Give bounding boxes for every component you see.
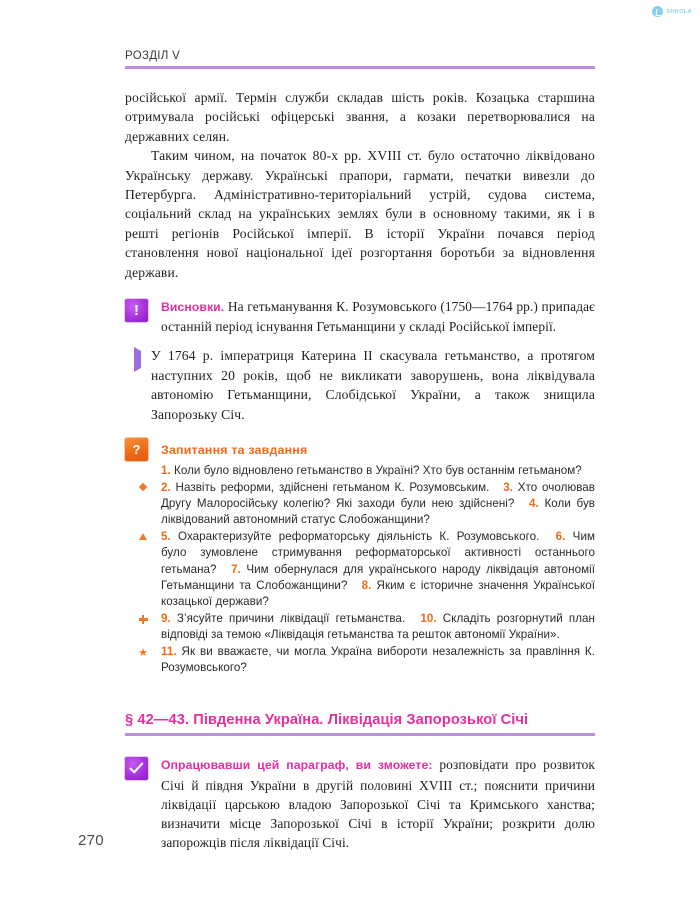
triangle-icon xyxy=(139,533,147,540)
arrow-paragraph-text: У 1764 р. імператриця Катерина II скасувала гетьманство, а протягом наступних 20 років, щоб не викликати заворушень, вона ліквідувала автономію Гетьманщини, Слобідської України, а також знищила Запорозьку Січ. xyxy=(151,348,595,422)
questions-header xyxy=(125,438,595,461)
conclusions-text xyxy=(161,297,595,336)
question-item-text: Чим обернулася для українського народу ліквідація автономії Гетьманщини та Слобожанщини? xyxy=(161,562,596,592)
objectives-icon-column xyxy=(125,755,161,780)
conclusions-callout xyxy=(125,297,595,336)
arrow-bullet-column xyxy=(125,346,151,369)
question-number: 8. xyxy=(361,578,372,592)
page-number: 270 xyxy=(78,832,104,849)
star-icon: ★ xyxy=(138,645,148,659)
objectives-lead: Опрацювавши цей параграф, ви зможете: xyxy=(161,758,433,773)
question-group-text xyxy=(161,480,595,529)
question-item-text: Яким є історичне значення Української козацької держави? xyxy=(161,578,595,609)
question-group xyxy=(125,644,595,677)
question-item-text: Як ви вважаєте, чи могла Україна вибороти незалежність за правління К. Розумовського? xyxy=(161,644,595,674)
question-item-text: Хто очолював Другу Малоросійську колегію? Які заходи були нею здійснені? xyxy=(161,480,595,510)
question-group xyxy=(125,611,595,644)
questions-groups xyxy=(125,463,595,676)
checkmark-icon xyxy=(125,757,148,780)
objectives-callout xyxy=(125,755,595,852)
question-number: 6. xyxy=(555,529,566,543)
questions-block xyxy=(125,438,595,676)
question-marker-column xyxy=(125,644,161,657)
diamond-icon xyxy=(139,482,147,490)
conclusions-icon-column xyxy=(125,297,161,322)
question-item-text: Коли було відновлено гетьманство в Україні? Хто був останнім гетьманом? xyxy=(170,464,582,478)
question-mark-icon: ? xyxy=(125,438,148,461)
question-item-text: Охарактеризуйте реформаторську діяльність К. Розумовського. xyxy=(170,529,547,543)
chapter-label: РОЗДІЛ V xyxy=(125,50,181,62)
triangle-right-icon xyxy=(134,347,141,372)
question-marker-column xyxy=(125,611,161,624)
question-group xyxy=(125,463,595,479)
section-heading xyxy=(125,712,595,736)
question-group-text xyxy=(161,529,595,611)
question-group-text xyxy=(161,463,595,479)
section-heading-rule xyxy=(125,733,595,736)
arrow-paragraph xyxy=(125,346,595,424)
question-marker-column xyxy=(125,480,161,490)
arrow-paragraph-first-line xyxy=(151,346,595,424)
question-number: 11. xyxy=(161,644,177,658)
questions-title: Запитання та завдання xyxy=(161,442,308,457)
question-item-text: Складіть розгорнутий план відповіді за темою «Ліквідація гетьманства та решток автономії України». xyxy=(161,611,596,642)
objectives-text xyxy=(161,755,595,852)
body-paragraph-2: Таким чином, на початок 80-х рр. XVIII ст. було остаточно ліквідовано Українську державу. Українські прапори, гармати, печатки вивезли до Петербурга. Адміністративно-територіальний устрій, судова система, соціальний склад на українських землях були в основному такими, як і в решті регіонів Російської імперії. В історії України почався період становлення нової національної ідеї розгортання боротьби за відновлення держави. xyxy=(125,148,595,280)
question-item-text: Коли був ліквідований автономний статус Слобожанщини? xyxy=(161,496,596,527)
check-circle-icon xyxy=(652,6,663,17)
body-paragraph-1: російської армії. Термін служби складав шість років. Козацька старшина отримувала російські офіцерські звання, а козаки перетворювалися на державних селян. xyxy=(125,90,595,144)
question-number: 7. xyxy=(231,562,241,576)
question-marker-column xyxy=(125,529,161,540)
watermark-label: SHKOLA xyxy=(666,8,692,15)
conclusions-body: На гетьманування К. Розумовського (1750—1764 рр.) припадає останній період існування Гетьманщини у складі Російської імперії. xyxy=(161,299,595,335)
question-item-text: Назвіть реформи, здійснені гетьманом К. Розумовським. xyxy=(170,480,495,494)
question-number: 9. xyxy=(161,611,171,625)
question-item-text: Чим було зумовлене стримування реформаторської активності останнього гетьмана? xyxy=(161,529,595,576)
objectives-body: розповідати про розвиток Січі й півдня України в другій половині XVIII ст.; пояснити причини ліквідації царською владою Запорозької Січі та Кримського ханства; визначити місце Запорозької Січі в історії України; розкрити долю запорожців після ліквідації Січі. xyxy=(161,757,595,851)
question-number: 10. xyxy=(420,611,437,625)
question-number: 3. xyxy=(503,480,513,494)
question-item-text: З’ясуйте причини ліквідації гетьманства. xyxy=(170,611,412,625)
site-watermark xyxy=(652,6,692,17)
question-number: 2. xyxy=(161,480,171,494)
question-number: 5. xyxy=(161,529,171,543)
section-heading-title: § 42—43. Південна Україна. Ліквідація Запорозької Січі xyxy=(125,712,529,729)
exclamation-mark-icon: ! xyxy=(125,299,148,322)
running-head xyxy=(125,50,595,69)
question-number: 1. xyxy=(161,464,171,478)
plus-icon xyxy=(139,615,148,624)
question-group-text xyxy=(161,644,595,677)
conclusions-lead: Висновки. xyxy=(161,300,225,315)
page-content xyxy=(125,88,595,852)
question-marker-column xyxy=(125,463,161,467)
running-head-rule xyxy=(125,66,595,69)
question-group-text xyxy=(161,611,595,644)
question-group xyxy=(125,529,595,611)
question-group xyxy=(125,480,595,529)
question-number: 4. xyxy=(529,496,539,510)
